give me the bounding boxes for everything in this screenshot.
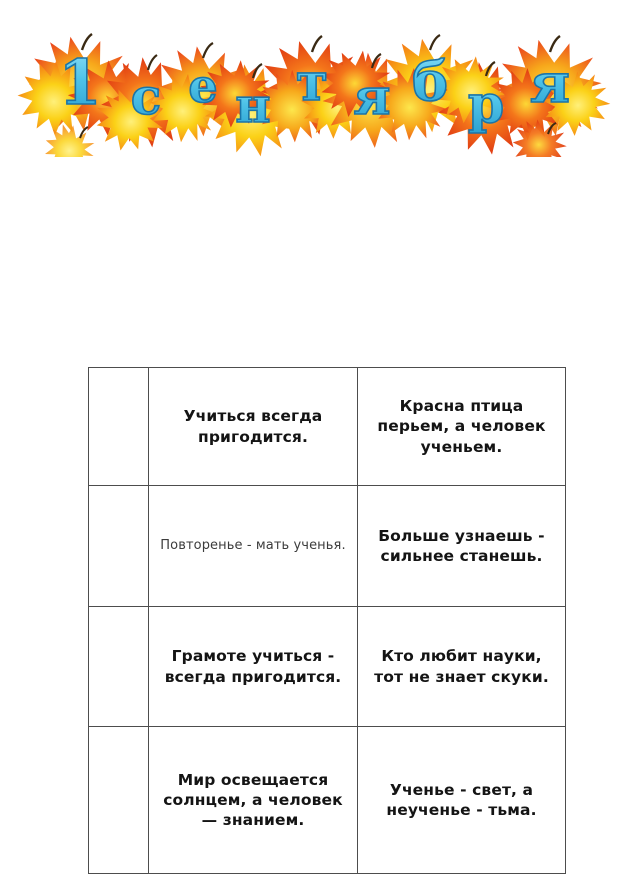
- table-row: [89, 368, 566, 486]
- table-row: [89, 727, 566, 874]
- table-row: [89, 486, 566, 607]
- banner-letter-ya-2: я: [530, 51, 570, 115]
- table-row: [89, 607, 566, 727]
- banner-letter-b: б: [411, 49, 449, 113]
- proverb-cell-a: Грамоте учиться - всегда пригодится.: [149, 607, 358, 727]
- proverbs-table-body: [89, 368, 566, 874]
- banner-letter-t: т: [295, 52, 329, 113]
- banner-letter-s: с: [130, 67, 162, 126]
- banner-letter-n: н: [235, 78, 271, 134]
- banner-artwork: [0, 22, 640, 157]
- banner-letter-1: 1: [58, 46, 102, 119]
- row-index-cell: [89, 486, 149, 607]
- proverb-cell-b: Ученье - свет, а неученье - тьма.: [358, 727, 566, 874]
- proverb-cell-b: Красна птица перьем, а человек ученьем.: [358, 368, 566, 486]
- autumn-banner: [0, 22, 640, 157]
- proverb-cell-a: Учиться всегда пригодится.: [149, 368, 358, 486]
- proverb-cell-b: Больше узнаешь - сильнее станешь.: [358, 486, 566, 607]
- banner-letter-ya-1: я: [353, 67, 391, 126]
- proverbs-table: [88, 367, 566, 874]
- proverb-cell-a: Повторенье - мать ученья.: [149, 486, 358, 607]
- proverb-cell-a: Мир освещается солнцем, а человек — знанием.: [149, 727, 358, 874]
- row-index-cell: [89, 727, 149, 874]
- proverb-cell-b: Кто любит науки, тот не знает скуки.: [358, 607, 566, 727]
- banner-letter-e: е: [188, 59, 218, 113]
- banner-letter-r: р: [467, 74, 505, 135]
- row-index-cell: [89, 607, 149, 727]
- row-index-cell: [89, 368, 149, 486]
